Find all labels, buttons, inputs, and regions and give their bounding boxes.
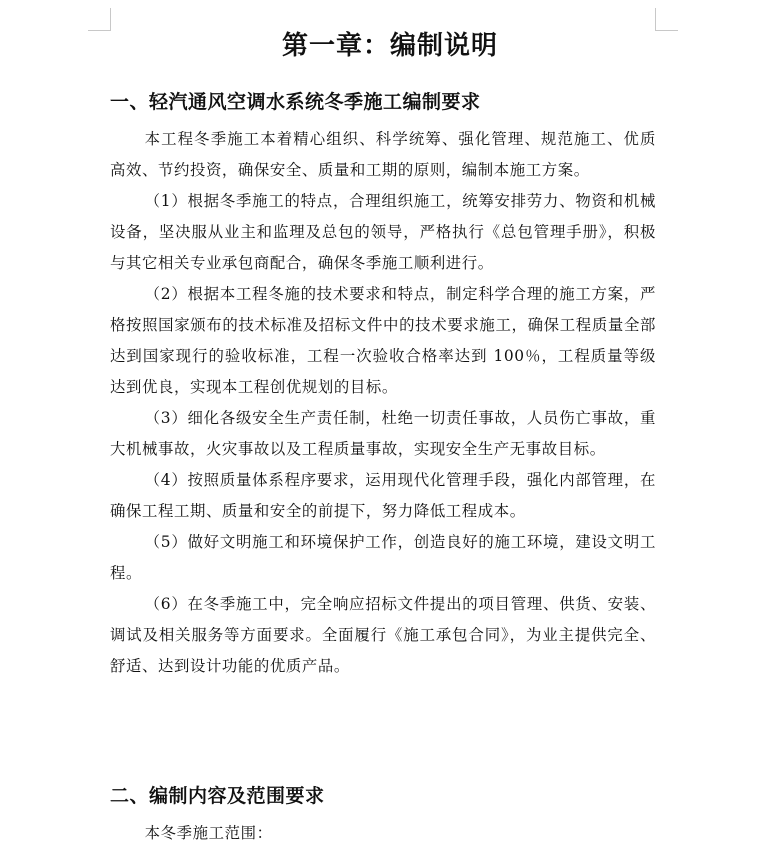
paragraph-item-4: （4）按照质量体系程序要求，运用现代化管理手段，强化内部管理，在确保工程工期、质量和安全的前提下，努力降低工程成本。 [110, 471, 656, 520]
section-heading-1: 一、轻汽通风空调水系统冬季施工编制要求 [110, 91, 481, 113]
paragraph-item-1: （1）根据冬季施工的特点，合理组织施工，统筹安排劳力、物资和机械设备，坚决服从业主和监理及总包的领导，严格执行《总包管理手册》，积极与其它相关专业承包商配合，确保冬季施工顺利进行。 [110, 192, 656, 272]
chapter-title: 第一章：编制说明 [281, 31, 498, 61]
paragraph-item-5: （5）做好文明施工和环境保护工作，创造良好的施工环境，建设文明工程。 [110, 533, 656, 582]
paragraph-intro: 本工程冬季施工本着精心组织、科学统筹、强化管理、规范施工、优质高效、节约投资，确保安全、质量和工期的原则，编制本施工方案。 [110, 130, 656, 179]
paragraph-item-3: （3）细化各级安全生产责任制，杜绝一切责任事故，人员伤亡事故，重大机械事故，火灾事故以及工程质量事故，实现安全生产无事故目标。 [110, 409, 656, 458]
paragraph-item-2: （2）根据本工程冬施的技术要求和特点，制定科学合理的施工方案，严格按照国家颁布的技术标准及招标文件中的技术要求施工，确保工程质量全部达到国家现行的验收标准，工程一次验收合格率达到 100％，工程质量等级达到优良，实现本工程创优规划的目标。 [110, 285, 656, 396]
section-1-body [110, 124, 656, 682]
paragraph-scope: 本冬季施工范围： [144, 824, 273, 842]
paragraph-item-6: （6）在冬季施工中，完全响应招标文件提出的项目管理、供货、安装、调试及相关服务等方面要求。全面履行《施工承包合同》，为业主提供完全、舒适、达到设计功能的优质产品。 [110, 595, 656, 675]
section-2-body [110, 818, 656, 849]
section-heading-2: 二、编制内容及范围要求 [110, 785, 325, 807]
